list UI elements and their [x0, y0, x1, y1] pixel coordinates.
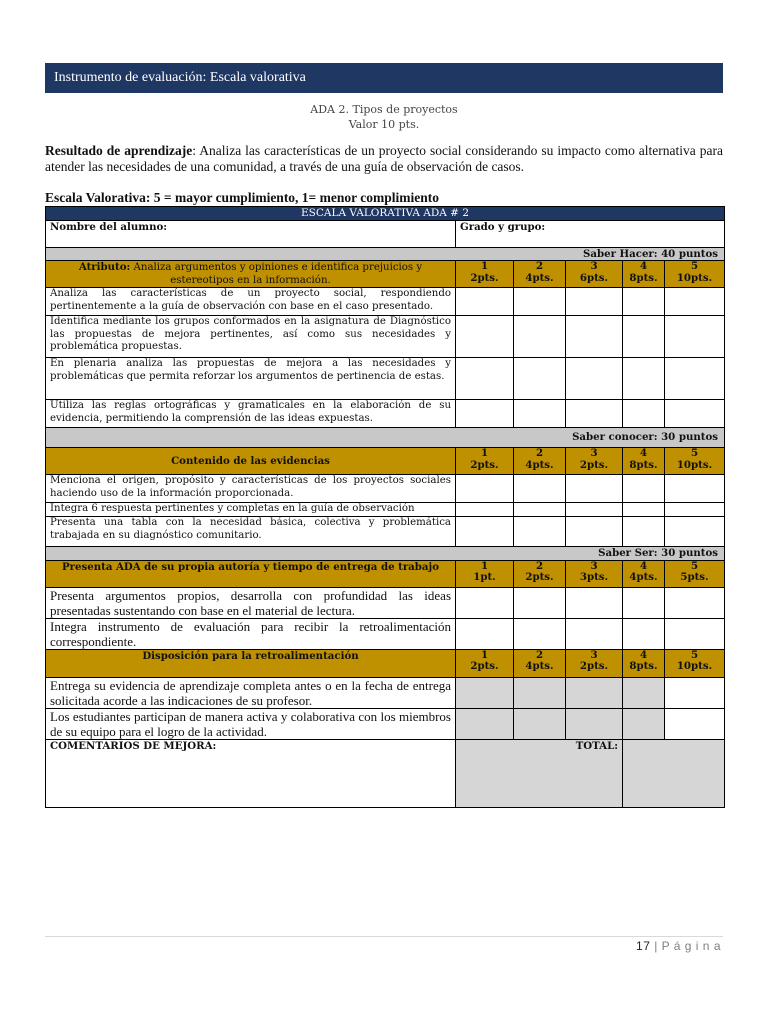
- criterion-text: Presenta una tabla con la necesidad básica, colectiva y problemática trabajada en su diagnóstico comunitario.: [46, 517, 456, 547]
- score-cell[interactable]: [623, 517, 665, 547]
- saber-hacer-heading: Saber Hacer: 40 puntos: [46, 247, 725, 261]
- attribute-text: Analiza argumentos y opiniones e identifica prejuicios y estereotipos en la información.: [130, 262, 423, 286]
- level-3: 3 3pts.: [566, 560, 623, 587]
- section-row: [46, 247, 725, 261]
- score-cell[interactable]: [456, 475, 514, 503]
- score-cell[interactable]: [566, 288, 623, 316]
- score-cell[interactable]: [456, 517, 514, 547]
- score-cell[interactable]: [514, 358, 566, 400]
- table-row: [46, 400, 725, 428]
- score-cell[interactable]: [623, 475, 665, 503]
- table-row: [46, 358, 725, 400]
- learning-result-label: Resultado de aprendizaje: [45, 143, 193, 158]
- levels-row: [46, 448, 725, 475]
- score-cell[interactable]: [665, 316, 725, 358]
- level-5: 5 5pts.: [665, 560, 725, 587]
- score-cell[interactable]: [514, 400, 566, 428]
- authorship-header: Presenta ADA de su propia autoría y tiempo de entrega de trabajo: [46, 560, 456, 587]
- section-row: [46, 547, 725, 561]
- score-cell[interactable]: [665, 358, 725, 400]
- student-row: [46, 220, 725, 247]
- comments-field[interactable]: COMENTARIOS DE MEJORA:: [46, 739, 456, 807]
- score-cell[interactable]: [566, 517, 623, 547]
- score-cell[interactable]: [566, 400, 623, 428]
- criterion-text: Presenta argumentos propios, desarrolla con profundidad las ideas presentadas sustentando con base en el material de lectura.: [46, 587, 456, 618]
- total-value[interactable]: [623, 739, 725, 807]
- levels-row: [46, 261, 725, 288]
- activity-value: Valor 10 pts.: [348, 118, 420, 131]
- level-3: 3 2pts.: [566, 649, 623, 677]
- total-label: TOTAL:: [456, 739, 623, 807]
- score-cell[interactable]: [514, 503, 566, 517]
- score-cell[interactable]: [665, 708, 725, 739]
- score-cell[interactable]: [514, 708, 566, 739]
- learning-result: [45, 143, 723, 175]
- saber-ser-heading: Saber Ser: 30 puntos: [46, 547, 725, 561]
- table-row: [46, 475, 725, 503]
- criterion-text: Integra instrumento de evaluación para recibir la retroalimentación correspondiente.: [46, 618, 456, 649]
- page-number: 17 | P á g i n a: [636, 939, 721, 953]
- table-row: [46, 288, 725, 316]
- feedback-header: Disposición para la retroalimentación: [46, 649, 456, 677]
- score-cell[interactable]: [623, 587, 665, 618]
- level-2: 2 2pts.: [514, 560, 566, 587]
- learning-result-text: : Analiza las características de un proyecto social considerando su impacto como alternativa para atender las necesidades de una comunidad, a través de una guía de observación de casos.: [45, 143, 723, 174]
- level-5: 5 10pts.: [665, 649, 725, 677]
- score-cell[interactable]: [623, 503, 665, 517]
- level-3: 3 6pts.: [566, 261, 623, 288]
- score-cell[interactable]: [665, 677, 725, 708]
- score-cell[interactable]: [623, 400, 665, 428]
- criterion-text: Los estudiantes participan de manera activa y colaborativa con los miembros de su equipo para el logro de la actividad.: [46, 708, 456, 739]
- criterion-text: Menciona el origen, propósito y características de los proyectos sociales haciendo uso de la información proporcionada.: [46, 475, 456, 503]
- level-5: 5 10pts.: [665, 261, 725, 288]
- level-5: 5 10pts.: [665, 448, 725, 475]
- score-cell[interactable]: [514, 618, 566, 649]
- score-cell[interactable]: [514, 587, 566, 618]
- score-cell[interactable]: [514, 475, 566, 503]
- score-cell[interactable]: [623, 316, 665, 358]
- level-1: 1 2pts.: [456, 448, 514, 475]
- level-3: 3 2pts.: [566, 448, 623, 475]
- attribute-header: [46, 261, 456, 288]
- header-banner: Instrumento de evaluación: Escala valorativa: [45, 63, 723, 93]
- score-cell[interactable]: [566, 677, 623, 708]
- level-4: 4 8pts.: [623, 448, 665, 475]
- student-name-field[interactable]: Nombre del alumno:: [46, 220, 456, 247]
- score-cell[interactable]: [566, 587, 623, 618]
- evidence-content-header: Contenido de las evidencias: [46, 448, 456, 475]
- footer-divider: [45, 936, 723, 937]
- table-row: [46, 316, 725, 358]
- page-number-value: 17: [636, 939, 651, 953]
- score-cell[interactable]: [566, 316, 623, 358]
- score-cell[interactable]: [456, 503, 514, 517]
- score-cell[interactable]: [665, 503, 725, 517]
- score-cell[interactable]: [665, 288, 725, 316]
- score-cell[interactable]: [514, 517, 566, 547]
- score-cell[interactable]: [456, 677, 514, 708]
- score-cell[interactable]: [623, 358, 665, 400]
- attribute-label: Atributo:: [78, 261, 131, 273]
- score-cell[interactable]: [456, 316, 514, 358]
- score-cell[interactable]: [456, 618, 514, 649]
- scale-line: Escala Valorativa: 5 = mayor cumplimiento, 1= menor complimiento: [45, 190, 439, 205]
- criterion-text: Identifica mediante los grupos conformados en la asignatura de Diagnóstico las propuestas de mejora pertinentes, así como sus necesidades y problemática propuestas.: [46, 316, 456, 358]
- level-1: 1 2pts.: [456, 649, 514, 677]
- table-row: [46, 708, 725, 739]
- activity-title: ADA 2. Tipos de proyectos: [310, 103, 458, 116]
- page-word: P á g i n a: [661, 939, 721, 953]
- criterion-text: Utiliza las reglas ortográficas y gramaticales en la elaboración de su evidencia, permitiendo la comprensión de las ideas expuestas.: [46, 400, 456, 428]
- score-cell[interactable]: [456, 358, 514, 400]
- score-cell[interactable]: [623, 708, 665, 739]
- table-row: [46, 677, 725, 708]
- level-2: 2 4pts.: [514, 448, 566, 475]
- criterion-text: Integra 6 respuesta pertinentes y completas en la guía de observación: [46, 503, 456, 517]
- table-row: [46, 503, 725, 517]
- score-cell[interactable]: [514, 316, 566, 358]
- table-title-row: [46, 207, 725, 221]
- score-cell[interactable]: [514, 288, 566, 316]
- criterion-text: En plenaria analiza las propuestas de mejora a las necesidades y problemáticas que permita reforzar los argumentos de pertinencia de estas.: [46, 358, 456, 400]
- level-1: 1 1pt.: [456, 560, 514, 587]
- level-2: 2 4pts.: [514, 261, 566, 288]
- levels-row: [46, 649, 725, 677]
- score-cell[interactable]: [665, 517, 725, 547]
- table-title: ESCALA VALORATIVA ADA # 2: [46, 207, 725, 221]
- comments-row: [46, 739, 725, 807]
- score-cell[interactable]: [665, 475, 725, 503]
- table-row: [46, 517, 725, 547]
- score-cell[interactable]: [566, 618, 623, 649]
- criterion-text: Entrega su evidencia de aprendizaje completa antes o en la fecha de entrega solicitada acorde a las indicaciones de su profesor.: [46, 677, 456, 708]
- score-cell[interactable]: [665, 618, 725, 649]
- level-4: 4 8pts.: [623, 261, 665, 288]
- group-field[interactable]: Grado y grupo:: [456, 220, 725, 247]
- score-cell[interactable]: [665, 400, 725, 428]
- score-cell[interactable]: [623, 677, 665, 708]
- table-row: [46, 587, 725, 618]
- score-cell[interactable]: [566, 358, 623, 400]
- score-cell[interactable]: [514, 677, 566, 708]
- score-cell[interactable]: [623, 618, 665, 649]
- criterion-text: Analiza las características de un proyecto social, respondiendo pertinentemente a la guía de observación con base en el caso presentado.: [46, 288, 456, 316]
- saber-conocer-heading: Saber conocer: 30 puntos: [46, 428, 725, 448]
- score-cell[interactable]: [665, 587, 725, 618]
- score-cell[interactable]: [566, 475, 623, 503]
- score-cell[interactable]: [623, 288, 665, 316]
- score-cell[interactable]: [566, 503, 623, 517]
- score-cell[interactable]: [566, 708, 623, 739]
- level-2: 2 4pts.: [514, 649, 566, 677]
- table-row: [46, 618, 725, 649]
- score-cell[interactable]: [456, 587, 514, 618]
- level-1: 1 2pts.: [456, 261, 514, 288]
- levels-row: [46, 560, 725, 587]
- section-row: [46, 428, 725, 448]
- score-cell[interactable]: [456, 288, 514, 316]
- score-cell[interactable]: [456, 400, 514, 428]
- rubric-table: [45, 206, 725, 808]
- score-cell[interactable]: [456, 708, 514, 739]
- level-4: 4 8pts.: [623, 649, 665, 677]
- level-4: 4 4pts.: [623, 560, 665, 587]
